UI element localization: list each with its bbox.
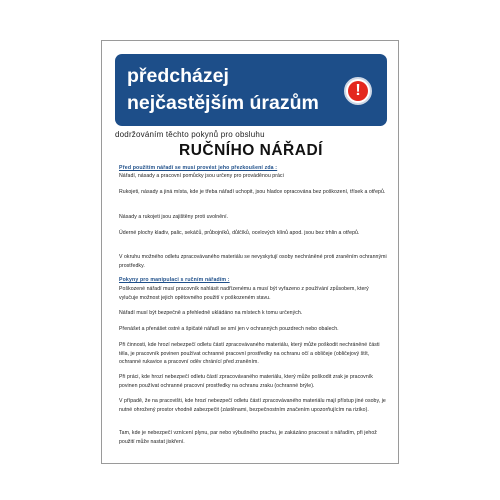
handling-paragraph: Přenášet a přenášet ostré a špičaté nářadí se smí jen v ochranných pouzdrech nebo obalech. (119, 326, 339, 332)
safety-poster (101, 40, 399, 464)
handling-paragraph: Tam, kde je nebezpečí vznícení plynu, par nebo výbušného prachu, je zakázáno pracovat s nářadím, při jehož použití může nastat jiskření. (119, 430, 377, 445)
main-title: RUČNÍHO NÁŘADÍ (179, 142, 323, 159)
handling-paragraph: Při činnosti, kde hrozí nebezpečí odletu částí zpracovávaného materiálu, který může poškodit nechráněné části těla, je pracovník povinen používat ochranné pracovní prostředky na ochranu očí a obličeje (obličejový štít, ochranné rukavice a pracovní oděv chránící před zraněním. (119, 342, 380, 366)
check-paragraph: Násady a rukojeti jsou zajištěny proti uvolnění. (119, 214, 229, 220)
header-title: předcházej nejčastějším úrazům (127, 65, 319, 114)
handling-paragraph: Poškozené nářadí musí pracovník nahlásit nadřízenému a musí být vyřazeno z používání způsobem, který vylučuje možnost jejich opětovného použití v poškozeném stavu. (119, 286, 369, 301)
check-paragraph: Úderné plochy kladiv, palic, sekáčů, průbojníků, důlčíků, ocelových klínů apod. jsou bez trhlin a otřepů. (119, 230, 360, 236)
header-banner (115, 54, 387, 126)
check-paragraph: V okruhu možného odletu zpracovávaného materiálu se nevyskytují osoby nechráněné proti zraněním ochrannými prostředky. (119, 254, 387, 269)
check-paragraph: Rukojeti, násady a jiná místa, kde je třeba nářadí uchopit, jsou hladce opracována bez poškození, třísek a otřepů. (119, 189, 386, 195)
handling-paragraph: V případě, že na pracovišti, kde hrozí nebezpečí odletu částí zpracovávaného materiálu mají přístup jiné osoby, je nutné ohrožený prostor vhodně zabezpečit (zástěnami, bezpečnostním značením upozorňujícím na riziko). (119, 398, 386, 413)
handling-paragraph: Nářadí musí být bezpečně a přehledně ukládáno na místech k tomu určených. (119, 310, 303, 316)
subtitle: dodržováním těchto pokynů pro obsluhu (115, 130, 265, 139)
handling-paragraph: Při práci, kde hrozí nebezpečí odletu částí zpracovávaného materiálu, který může poškodit zrak je pracovník povinen používat ochranné pracovní prostředky na ochranu zraku (ochranné brýle). (119, 374, 373, 389)
section-heading-check: Před použitím nářadí se musí provést jeho přezkoušení zda : (119, 165, 278, 171)
section-heading-handling: Pokyny pro manipulaci s ručním nářadím : (119, 277, 230, 283)
exclamation-icon (344, 77, 372, 105)
exclamation-glyph: ! (348, 81, 368, 101)
check-paragraph: Nářadí, násady a pracovní pomůcky jsou určeny pro prováděnou práci (119, 173, 284, 179)
